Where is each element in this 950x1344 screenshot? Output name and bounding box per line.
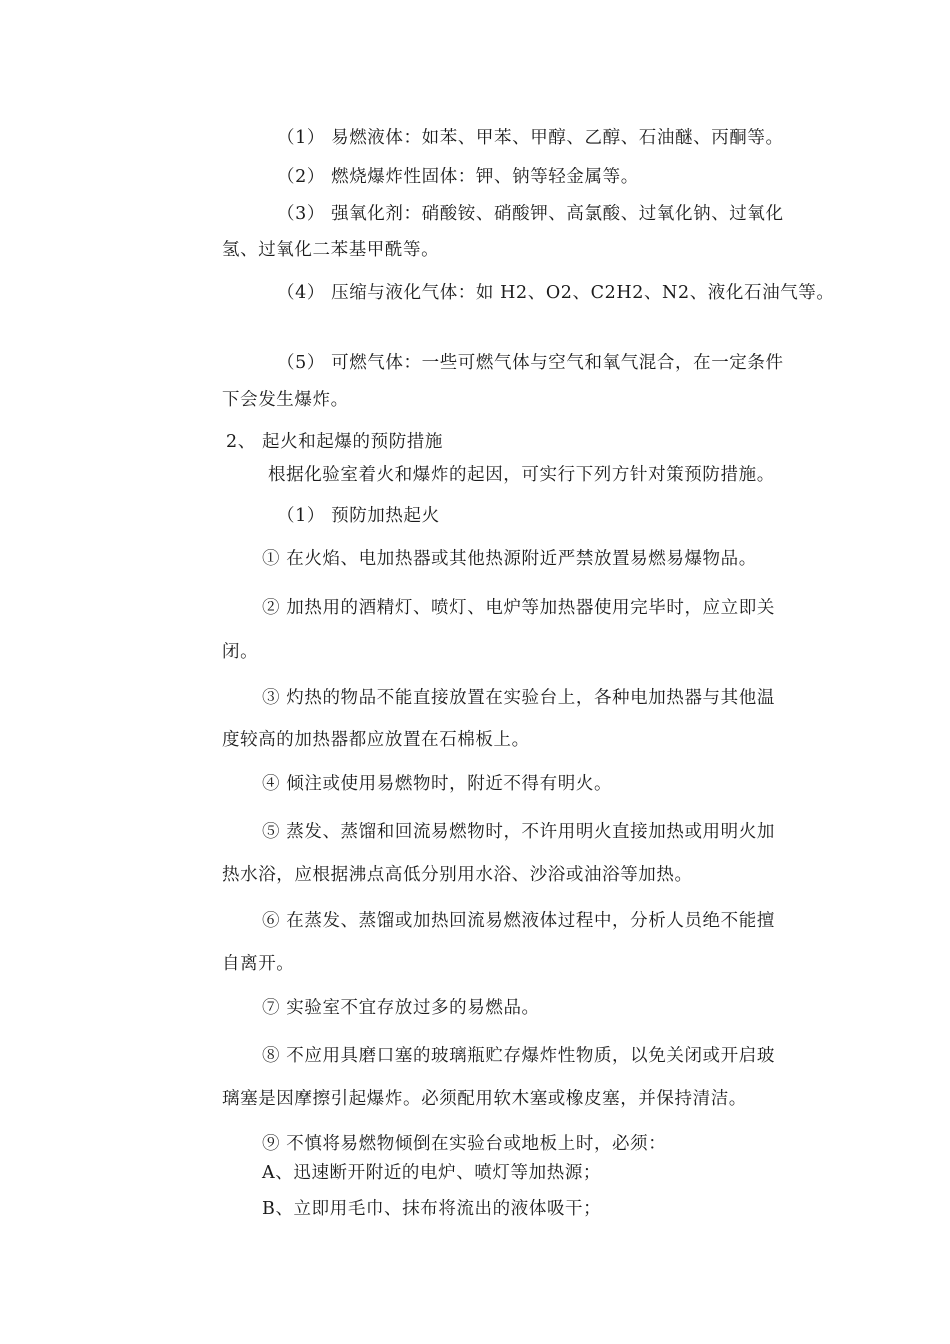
rule-item-6-line2: 自离开。 (222, 954, 295, 974)
rule-item-7: ⑦ 实验室不宜存放过多的易燃品。 (262, 998, 540, 1018)
rule-item-5-line1: ⑤ 蒸发、蒸馏和回流易燃物时，不许用明火直接加热或用明火加 (262, 822, 775, 842)
list-item-flammable-gases-line2: 下会发生爆炸。 (222, 390, 349, 410)
list-item-explosive-solids: （2） 燃烧爆炸性固体：钾、钠等轻金属等。 (277, 167, 639, 187)
list-item-compressed-gases: （4） 压缩与液化气体：如 H2、O2、C2H2、N2、液化石油气等。 (277, 283, 835, 303)
list-item-flammable-liquids: （1） 易燃液体：如苯、甲苯、甲醇、乙醇、石油醚、丙酮等。 (277, 128, 784, 148)
rule-item-8-line2: 璃塞是因摩擦引起爆炸。必须配用软木塞或橡皮塞，并保持清洁。 (222, 1089, 747, 1109)
rule-item-8-line1: ⑧ 不应用具磨口塞的玻璃瓶贮存爆炸性物质，以免关闭或开启玻 (262, 1046, 775, 1066)
rule-item-2-line2: 闭。 (222, 642, 259, 662)
section-intro: 根据化验室着火和爆炸的起因，可实行下列方针对策预防措施。 (268, 465, 775, 485)
section-heading-prevention: 2、 起火和起爆的预防措施 (226, 432, 443, 452)
rule-item-9-step-b: B、立即用毛巾、抹布将流出的液体吸干； (262, 1199, 602, 1219)
rule-item-9-step-a: A、迅速断开附近的电炉、喷灯等加热源； (262, 1163, 602, 1183)
rule-item-1: ① 在火焰、电加热器或其他热源附近严禁放置易燃易爆物品。 (262, 549, 757, 569)
rule-item-3-line2: 度较高的加热器都应放置在石棉板上。 (222, 730, 530, 750)
rule-item-3-line1: ③ 灼热的物品不能直接放置在实验台上，各种电加热器与其他温 (262, 688, 775, 708)
list-item-oxidizers-line2: 氢、过氧化二苯基甲酰等。 (222, 240, 440, 260)
list-item-oxidizers-line1: （3） 强氧化剂：硝酸铵、硝酸钾、高氯酸、过氧化钠、过氧化 (277, 204, 784, 224)
rule-item-5-line2: 热水浴，应根据沸点高低分别用水浴、沙浴或油浴等加热。 (222, 865, 693, 885)
rule-item-2-line1: ② 加热用的酒精灯、喷灯、电炉等加热器使用完毕时，应立即关 (262, 598, 775, 618)
rule-item-4: ④ 倾注或使用易燃物时，附近不得有明火。 (262, 774, 613, 794)
rule-item-9: ⑨ 不慎将易燃物倾倒在实验台或地板上时，必须： (262, 1134, 667, 1154)
rule-item-6-line1: ⑥ 在蒸发、蒸馏或加热回流易燃液体过程中，分析人员绝不能擅 (262, 911, 775, 931)
subsection-heading-heating: （1） 预防加热起火 (277, 506, 440, 526)
list-item-flammable-gases-line1: （5） 可燃气体：一些可燃气体与空气和氧气混合，在一定条件 (277, 353, 784, 373)
